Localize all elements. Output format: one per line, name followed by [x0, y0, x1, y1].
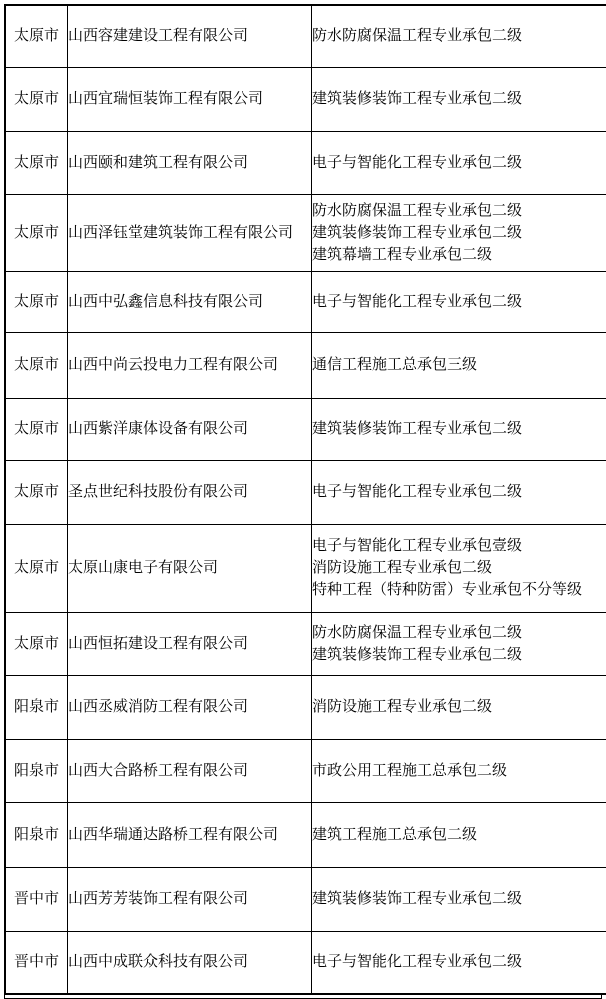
- qualification-line: 建筑工程施工总承包二级: [312, 825, 478, 843]
- qualification-line: 防水防腐保温工程专业承包二级: [312, 27, 523, 45]
- table-row: [5, 67, 606, 131]
- qualification-cell: [312, 739, 606, 802]
- qualification-line: 电子与智能化工程专业承包二级: [312, 483, 523, 500]
- city-cell: 太原市: [5, 612, 68, 675]
- company-cell: 山西中尚云投电力工程有限公司: [68, 332, 312, 398]
- table-row: [5, 612, 606, 675]
- table-row: [5, 398, 606, 460]
- city-cell: 阳泉市: [5, 802, 68, 867]
- table-row: [5, 931, 606, 994]
- qualification-cell: [312, 460, 606, 524]
- city-cell: 太原市: [5, 194, 68, 271]
- company-cell: 山西丞威消防工程有限公司: [68, 675, 312, 739]
- qualification-cell: [312, 524, 606, 612]
- company-cell: 山西容建建设工程有限公司: [68, 5, 312, 67]
- qualification-cell: [312, 398, 606, 460]
- table-row: [5, 675, 606, 739]
- city-cell: 阳泉市: [5, 675, 68, 739]
- qualification-line: 电子与智能化工程专业承包二级: [312, 153, 523, 171]
- qualification-line: 市政公用工程施工总承包二级: [312, 761, 508, 779]
- qualification-line: 建筑幕墙工程专业承包二级: [312, 245, 493, 263]
- city-cell: 太原市: [5, 332, 68, 398]
- city-cell: 太原市: [5, 131, 68, 194]
- qualification-cell: [312, 802, 606, 867]
- city-cell: 太原市: [5, 67, 68, 131]
- qualification-cell: [312, 867, 606, 931]
- qualification-line: 电子与智能化工程专业承包二级: [312, 953, 523, 971]
- partial-next-row: [4, 995, 602, 999]
- company-cell: 山西恒拓建设工程有限公司: [68, 612, 312, 675]
- table-row: [5, 802, 606, 867]
- city-cell: 太原市: [5, 5, 68, 67]
- company-cell: 太原山康电子有限公司: [68, 524, 312, 612]
- company-qualification-table: [4, 4, 606, 995]
- qualification-line: 电子与智能化工程专业承包二级: [312, 292, 523, 310]
- table-row: [5, 524, 606, 612]
- qualification-cell: [312, 131, 606, 194]
- company-cell: 山西紫洋康体设备有限公司: [68, 398, 312, 460]
- company-cell: 山西泽钰堂建筑装饰工程有限公司: [68, 194, 312, 271]
- city-cell: 太原市: [5, 524, 68, 612]
- qualification-line: 建筑装修装饰工程专业承包二级: [312, 223, 523, 241]
- company-cell: 山西中弘鑫信息科技有限公司: [68, 271, 312, 332]
- qualification-line: 建筑装修装饰工程专业承包二级: [312, 420, 523, 437]
- city-cell: 太原市: [5, 460, 68, 524]
- company-cell: 山西颐和建筑工程有限公司: [68, 131, 312, 194]
- qualification-cell: [312, 931, 606, 994]
- qualification-line: 电子与智能化工程专业承包壹级: [312, 537, 523, 554]
- qualification-cell: [312, 332, 606, 398]
- qualification-line: 防水防腐保温工程专业承包二级: [312, 201, 523, 219]
- qualification-cell: [312, 67, 606, 131]
- city-cell: 太原市: [5, 271, 68, 332]
- qualification-cell: [312, 271, 606, 332]
- table-row: [5, 131, 606, 194]
- table-row: [5, 739, 606, 802]
- company-cell: 山西芳芳装饰工程有限公司: [68, 867, 312, 931]
- qualification-cell: [312, 5, 606, 67]
- company-cell: 山西大合路桥工程有限公司: [68, 739, 312, 802]
- company-cell: 圣点世纪科技股份有限公司: [68, 460, 312, 524]
- table-body: [5, 5, 606, 994]
- company-cell: 山西中成联众科技有限公司: [68, 931, 312, 994]
- table-row: [5, 271, 606, 332]
- company-cell: 山西华瑞通达路桥工程有限公司: [68, 802, 312, 867]
- qualification-line: 建筑装修装饰工程专业承包二级: [312, 645, 523, 663]
- qualification-line: 建筑装修装饰工程专业承包二级: [312, 890, 523, 907]
- table-row: [5, 867, 606, 931]
- qualification-cell: [312, 612, 606, 675]
- city-cell: 晋中市: [5, 867, 68, 931]
- city-cell: 晋中市: [5, 931, 68, 994]
- company-cell: 山西宜瑞恒装饰工程有限公司: [68, 67, 312, 131]
- city-cell: 太原市: [5, 398, 68, 460]
- qualification-line: 通信工程施工总承包三级: [312, 356, 478, 373]
- city-cell: 阳泉市: [5, 739, 68, 802]
- table-row: [5, 460, 606, 524]
- qualification-line: 特种工程（特种防雷）专业承包不分等级: [312, 581, 583, 598]
- table-row: [5, 194, 606, 271]
- qualification-line: 防水防腐保温工程专业承包二级: [312, 623, 523, 641]
- table-row: [5, 332, 606, 398]
- qualification-line: 建筑装修装饰工程专业承包二级: [312, 90, 523, 107]
- qualification-cell: [312, 194, 606, 271]
- table-row: [5, 5, 606, 67]
- qualification-cell: [312, 675, 606, 739]
- qualification-line: 消防设施工程专业承包二级: [312, 559, 493, 576]
- qualification-line: 消防设施工程专业承包二级: [312, 698, 493, 715]
